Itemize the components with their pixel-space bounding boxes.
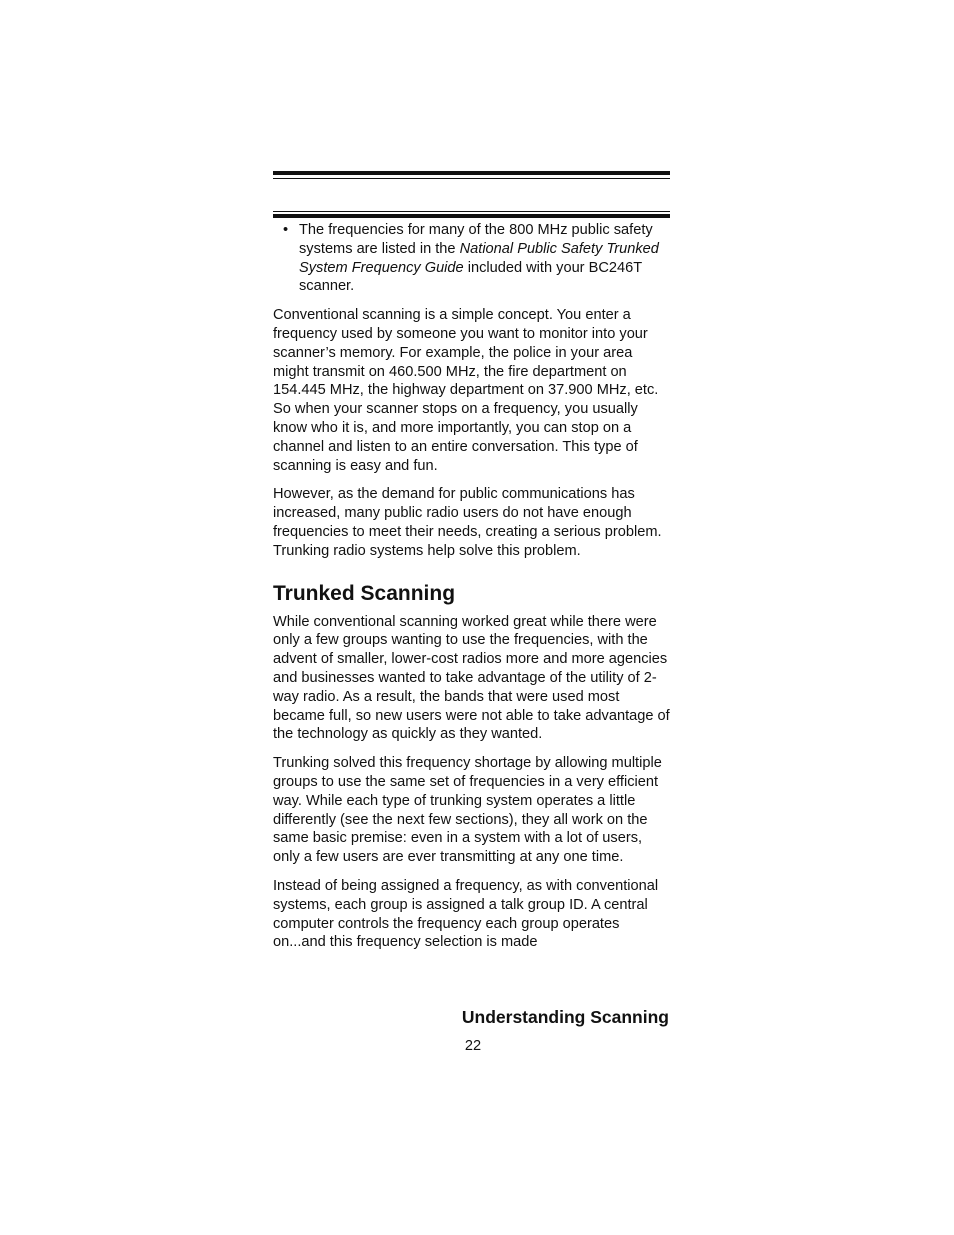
header-rule-thin <box>273 178 670 179</box>
bullet-guide-title: National Public Safety Trunked System Frequency Guide <box>299 240 659 276</box>
bullet-item <box>273 221 670 296</box>
header-rule-thick <box>273 171 670 175</box>
section-rule-thick <box>273 214 670 218</box>
bullet-text-before: The frequencies for many of the 800 MHz public safety systems are listed in the <box>299 222 653 257</box>
header-rules <box>273 171 670 179</box>
paragraph-trunked-2: Trunking solved this frequency shortage by allowing multiple groups to use the same set of frequencies in a very efficient way. While each type of trunking system operates a little differently (see the next few sections), they all work on the same basic premise: even in a system with a lot of users, only a few users are ever transmitting at any one time. <box>273 755 662 866</box>
paragraph-conventional-1: Conventional scanning is a simple concept. You enter a frequency used by someone you want to monitor into your scanner’s memory. For example, the police in your area might transmit on 460.500 MHz, the fire department on 154.445 MHz, the highway department on 37.900 MHz, etc. So when your scanner stops on a frequency, you usually know who it is, and more importantly, you can stop on a channel and listen to an entire conversation. This type of scanning is easy and fun. <box>273 307 659 474</box>
bullet-text-after: included with your BC246T scanner. <box>299 259 642 295</box>
body-content <box>273 221 670 962</box>
footer-section-name: Understanding Scanning <box>461 1007 669 1027</box>
bullet-marker: • <box>283 222 289 238</box>
paragraph-conventional-2: However, as the demand for public communications has increased, many public radio users do not have enough frequencies to meet their needs, creating a serious problem. Trunking radio systems help solve this problem. <box>273 486 662 559</box>
section-rules <box>273 211 670 218</box>
heading-trunked-scanning: Trunked Scanning <box>273 581 456 605</box>
paragraph-trunked-1: While conventional scanning worked great while there were only a few groups wanting to use the frequencies, with the advent of smaller, lower-cost radios more and more agencies and businesses wanted to take advantage of the utility of 2-way radio. As a result, the bands that were used most became full, so new users were not able to take advantage of the technology as quickly as they wanted. <box>273 613 670 743</box>
paragraph-trunked-3: Instead of being assigned a frequency, as with conventional systems, each group is assigned a talk group ID. A central computer controls the frequency each group operates on...and this frequency selection is made <box>273 877 659 951</box>
section-rule-thin <box>273 211 670 212</box>
page-number: 22 <box>464 1038 482 1054</box>
